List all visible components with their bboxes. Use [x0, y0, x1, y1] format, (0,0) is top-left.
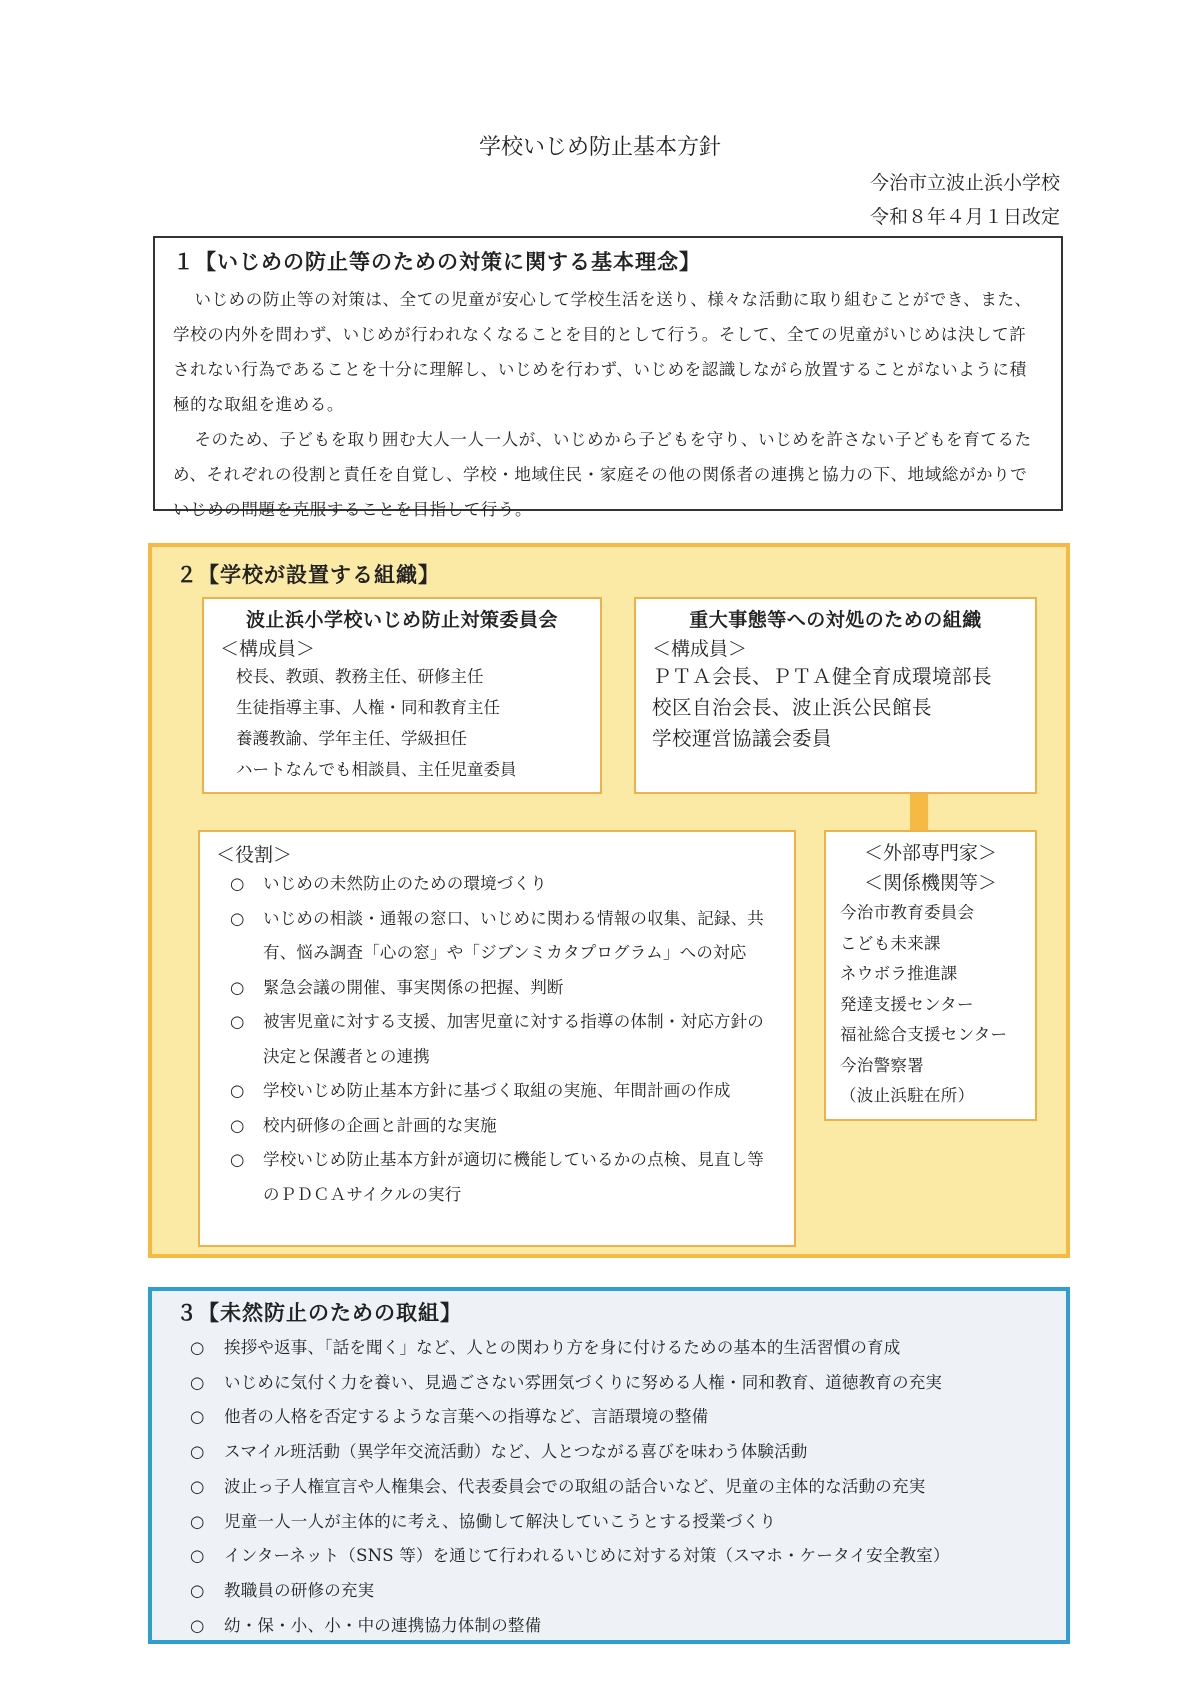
connector-bar [910, 794, 928, 830]
committee-members-label: ＜構成員＞ [220, 638, 316, 660]
agencies-label: ＜関係機関等＞ [863, 872, 997, 894]
roles-box [198, 830, 796, 1247]
serious-member-line: 学校運営協議会委員 [652, 727, 833, 750]
document-title: 学校いじめ防止基本方針 [478, 135, 721, 160]
serious-member-line: ＰＴＡ会長、ＰＴＡ健全育成環境部長 [652, 665, 993, 688]
prevention-item: ○ スマイル班活動（異学年交流活動）など、人とつながる喜びを味わう体験活動 [176, 1435, 1066, 1470]
circle-bullet-icon: ○ [190, 1372, 205, 1392]
committee-member-line: 校長、教頭、教務主任、研修主任 [236, 667, 484, 686]
role-item: ○ 学校いじめ防止基本方針に基づく取組の実施、年間計画の作成 [216, 1074, 780, 1109]
circle-bullet-icon: ○ [190, 1615, 205, 1635]
section2-heading: ２【学校が設置する組織】 [176, 563, 440, 587]
external-experts-box [824, 830, 1037, 1121]
prevention-item: ○ 幼・保・小、小・中の連携協力体制の整備 [176, 1609, 1066, 1644]
section1-heading: １【いじめの防止等のための対策に関する基本理念】 [173, 250, 701, 274]
committee-member-line: 生徒指導主事、人権・同和教育主任 [236, 698, 500, 717]
external-item: 今治市教育委員会 [840, 903, 975, 922]
circle-bullet-icon: ○ [190, 1407, 205, 1427]
committee-box [202, 597, 602, 794]
circle-bullet-icon: ○ [190, 1338, 205, 1357]
school-name: 今治市立波止浜小学校 [869, 172, 1060, 194]
prevention-item: ○ 教職員の研修の充実 [176, 1574, 1066, 1609]
external-label: ＜外部専門家＞ [863, 842, 997, 864]
external-item: ネウボラ推進課 [840, 964, 958, 983]
roles-label: ＜役割＞ [216, 844, 293, 866]
section3-heading: ３【未然防止のための取組】 [176, 1301, 462, 1325]
circle-bullet-icon: ○ [190, 1511, 205, 1531]
external-item: 今治警察署 [840, 1055, 924, 1075]
section-basic-philosophy [153, 236, 1063, 519]
serious-members [652, 661, 1035, 754]
serious-incident-title: 重大事態等への対処のための組織 [689, 609, 982, 631]
serious-incident-box [634, 597, 1037, 794]
external-list [840, 898, 1035, 1112]
prevention-item: ○ 児童一人一人が主体的に考え、協働して解決していこうとする授業づくり [176, 1505, 1066, 1540]
circle-bullet-icon: ○ [190, 1476, 205, 1496]
circle-bullet-icon: ○ [190, 1442, 205, 1462]
circle-bullet-icon: ○ [230, 1081, 245, 1100]
prevention-item: ○ 他者の人格を否定するような言葉への指導など、言語環境の整備 [176, 1400, 1066, 1435]
role-item: ○ 校内研修の企画と計画的な実施 [216, 1109, 780, 1144]
prevention-item: ○ 波止っ子人権宣言や人権集会、代表委員会での取組の話合いなど、児童の主体的な活動の充実 [176, 1470, 1066, 1505]
circle-bullet-icon: ○ [230, 874, 245, 893]
circle-bullet-icon: ○ [230, 977, 245, 997]
committee-title: 波止浜小学校いじめ防止対策委員会 [245, 609, 558, 631]
circle-bullet-icon: ○ [230, 908, 245, 928]
serious-member-line: 校区自治会長、波止浜公民館長 [652, 696, 933, 719]
section-school-organization [148, 543, 1070, 1258]
external-item: （波止浜駐在所） [840, 1086, 975, 1105]
role-item: ○ 学校いじめ防止基本方針が適切に機能しているかの点検、見直し等のＰＤＣＡサイクルの実行 [216, 1143, 780, 1212]
role-item: ○ いじめの相談・通報の窓口、いじめに関わる情報の収集、記録、共有、悩み調査「心の窓」や「ジブンミカタプログラム」への対応 [216, 902, 780, 971]
role-item: ○ 被害児童に対する支援、加害児童に対する指導の体制・対応方針の決定と保護者との連携 [216, 1005, 780, 1074]
committee-members [220, 661, 600, 785]
prevention-item: ○ いじめに気付く力を養い、見過ごさない雰囲気づくりに努める人権・同和教育、道徳教育の充実 [176, 1366, 1066, 1401]
circle-bullet-icon: ○ [190, 1580, 205, 1600]
circle-bullet-icon: ○ [230, 1115, 245, 1135]
revision-date: 令和８年４月１日改定 [869, 206, 1060, 228]
serious-members-label: ＜構成員＞ [652, 638, 748, 660]
section1-paragraph: いじめの防止等の対策は、全ての児童が安心して学校生活を送り、様々な活動に取り組むことができ、また、学校の内外を問わず、いじめが行われなくなることを目的として行う。そして、全ての児童がいじめは決して許されない行為であることを十分に理解し、いじめを行わず、いじめを認識しながら放置することがないように積極的な取組を進める。 [173, 290, 1032, 414]
circle-bullet-icon: ○ [190, 1546, 205, 1566]
section-prevention-efforts [148, 1287, 1070, 1644]
committee-member-line: ハートなんでも相談員、主任児童委員 [236, 760, 517, 779]
committee-member-line: 養護教諭、学年主任、学級担任 [236, 729, 467, 748]
circle-bullet-icon: ○ [230, 1012, 245, 1031]
external-item: 福祉総合支援センター [840, 1025, 1008, 1044]
external-item: こども未来課 [840, 933, 941, 953]
roles-list [216, 867, 780, 1212]
role-item: ○ いじめの未然防止のための環境づくり [216, 867, 780, 902]
prevention-list [176, 1331, 1066, 1643]
external-item: 発達支援センター [840, 994, 974, 1014]
role-item: ○ 緊急会議の開催、事実関係の把握、判断 [216, 971, 780, 1006]
prevention-item: ○ 挨拶や返事、「話を聞く」など、人との関わり方を身に付けるための基本的生活習慣の育成 [176, 1331, 1066, 1366]
prevention-item: ○ インターネット（SNS 等）を通じて行われるいじめに対する対策（スマホ・ケータイ安全教室） [176, 1539, 1066, 1574]
circle-bullet-icon: ○ [230, 1150, 245, 1169]
section1-paragraph: そのため、子どもを取り囲む大人一人一人が、いじめから子どもを守り、いじめを許さない子どもを育てるため、それぞれの役割と責任を自覚し、学校・地域住民・家庭その他の関係者の連携と協力の下、地域総がかりでいじめの問題を克服することを目指して行う。 [173, 430, 1032, 519]
